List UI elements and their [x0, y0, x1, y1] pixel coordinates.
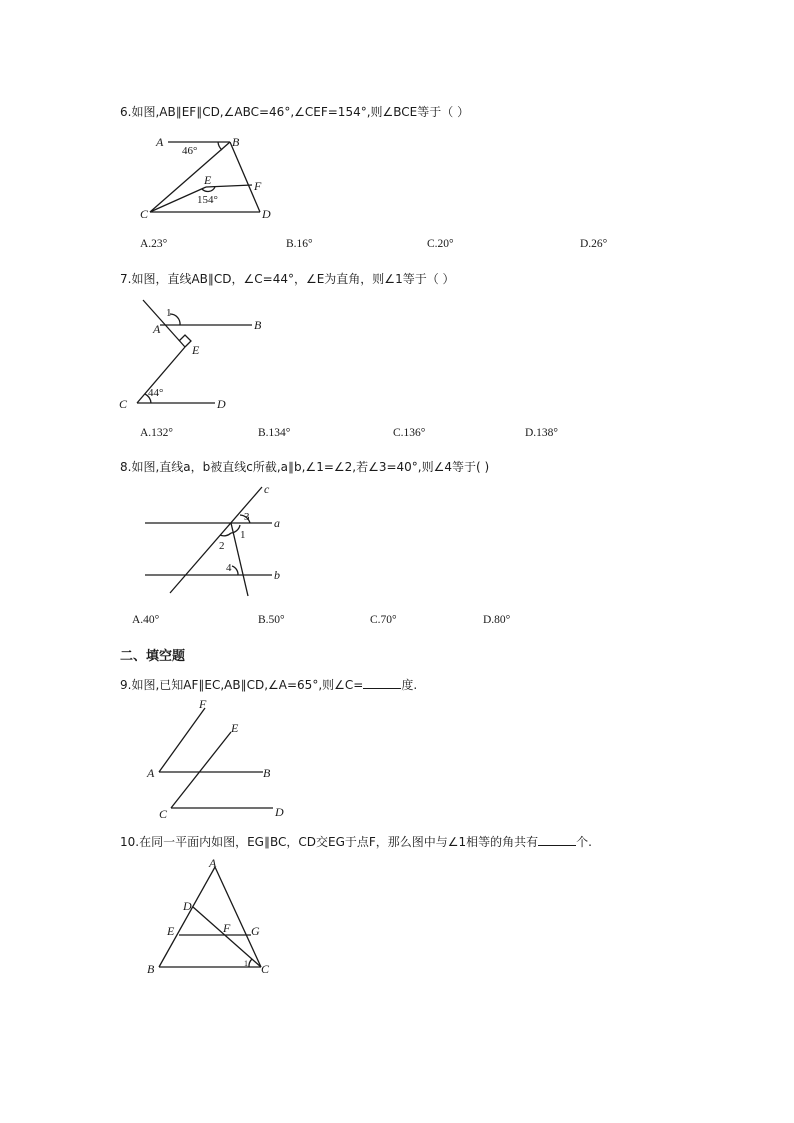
q8-angle-3: 3 [244, 511, 250, 523]
q10-label-g: G [251, 924, 260, 938]
q7-label-e: E [192, 343, 200, 357]
q6-label-d: D [262, 207, 271, 221]
q10-stem-part-a: 10.在同一平面内如图，EG∥BC，CD交EG于点F，那么图中与∠1相等的角共有 [120, 835, 539, 849]
q7-label-b: B [254, 318, 262, 332]
q7-label-d: D [217, 397, 226, 411]
q6-label-e: E [204, 173, 212, 187]
q10-label-e: E [167, 924, 175, 938]
q6-label-f: F [254, 179, 262, 193]
q10-answer-blank[interactable] [538, 835, 576, 846]
question-9-stem [120, 676, 417, 693]
section-title-fill-in: 二、填空题 [120, 649, 186, 664]
question-7-stem: 7.如图，直线AB∥CD，∠C=44°，∠E为直角，则∠1等于（ ） [120, 272, 455, 286]
q8-angle-4: 4 [226, 562, 232, 574]
q8-angle-1: 1 [240, 529, 246, 541]
q8-label-a: a [274, 516, 280, 530]
q6-label-a: A [156, 135, 164, 149]
q6-angle-154: 154° [197, 194, 218, 206]
q7-angle-44: 44° [148, 387, 164, 399]
q7-option-c: C.136° [393, 427, 426, 439]
q6-option-b: B.16° [286, 238, 313, 250]
q10-label-c: C [261, 962, 270, 976]
q10-label-b: B [147, 962, 155, 976]
q8-angle-2: 2 [219, 540, 225, 552]
q9-stem-part-a: 9.如图,已知AF∥EC,AB∥CD,∠A=65°,则∠C= [120, 678, 364, 692]
question-10-stem [120, 833, 592, 850]
q9-label-e: E [231, 721, 239, 735]
question-6-figure [140, 130, 280, 225]
q7-option-a: A.132° [140, 427, 174, 439]
q6-option-c: C.20° [427, 238, 454, 250]
question-6-stem: 6.如图,AB∥EF∥CD,∠ABC=46°,∠CEF=154°,则∠BCE等于（ ） [120, 105, 470, 119]
q9-label-a: A [147, 766, 155, 780]
q10-label-f: F [223, 921, 231, 935]
q6-angle-46: 46° [182, 145, 198, 157]
q9-label-c: C [159, 807, 168, 821]
question-10-figure [145, 855, 280, 980]
q9-label-d: D [275, 805, 284, 819]
q6-option-a: A.23° [140, 238, 168, 250]
q9-label-b: B [263, 766, 271, 780]
q7-label-c: C [119, 397, 128, 411]
q6-label-b: B [232, 135, 240, 149]
question-8-stem: 8.如图,直线a，b被直线c所截,a∥b,∠1=∠2,若∠3=40°,则∠4等于( ) [120, 460, 490, 474]
question-8-figure [140, 483, 290, 598]
q10-label-a: A [209, 856, 217, 870]
q6-label-c: C [140, 207, 149, 221]
q10-label-d: D [183, 899, 192, 913]
q7-angle-1: 1 [166, 307, 172, 319]
q8-label-b: b [274, 568, 280, 582]
q7-option-d: D.138° [525, 427, 559, 439]
q6-option-d: D.26° [580, 238, 608, 250]
q8-label-c: c [264, 482, 270, 496]
q8-option-b: B.50° [258, 614, 285, 626]
q9-label-f: F [199, 697, 207, 711]
q8-option-c: C.70° [370, 614, 397, 626]
q8-option-a: A.40° [132, 614, 160, 626]
q10-stem-part-b: 个. [576, 835, 592, 849]
question-9-figure [145, 697, 295, 821]
q8-option-d: D.80° [483, 614, 511, 626]
q7-label-a: A [153, 322, 161, 336]
q10-angle-1: 1 [244, 959, 248, 968]
q9-stem-part-b: 度. [401, 678, 418, 692]
q9-answer-blank[interactable] [363, 678, 401, 689]
question-7-figure [115, 295, 262, 415]
q7-option-b: B.134° [258, 427, 291, 439]
